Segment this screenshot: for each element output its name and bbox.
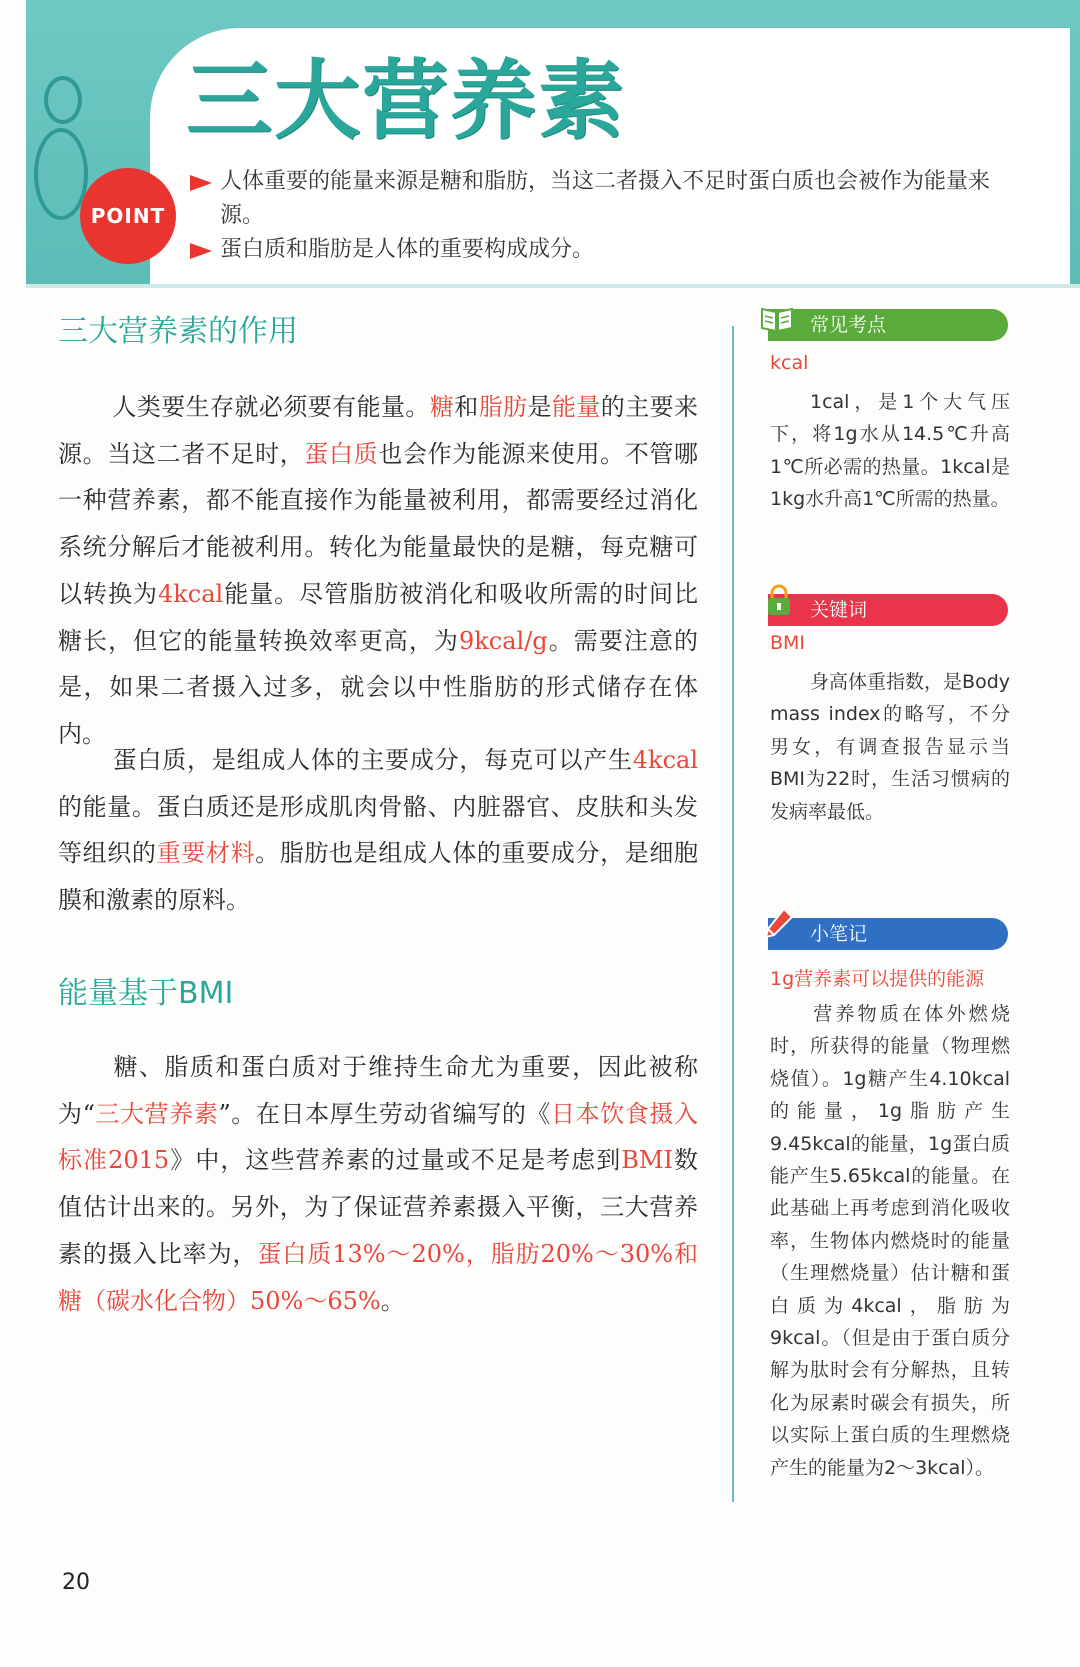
sidebar-tab-exam-points: 常见考点	[768, 309, 1008, 341]
highlighted-term: BMI	[621, 1146, 673, 1175]
paragraph-bmi	[58, 1044, 698, 1324]
highlighted-term: 4kcal	[632, 746, 698, 774]
text-run: 蛋白质，是组成人体的主要成分，每克可以产生	[112, 746, 633, 774]
highlighted-term: 蛋白质13%～20%，脂肪20%～30%和糖（碳水化合物）50%～65%	[58, 1239, 699, 1315]
page-number: 20	[62, 1570, 90, 1595]
point-list	[190, 165, 1020, 267]
point-text: 蛋白质和脂肪是人体的重要构成成分。	[220, 237, 595, 262]
header-divider	[26, 284, 1080, 288]
section-heading-bmi: 能量基于BMI	[58, 976, 234, 1011]
open-book-icon	[760, 301, 794, 335]
text-run: 。脂肪也是组成人体的重要成分，是细胞膜和激素的原料。	[58, 839, 699, 915]
paragraph-role-1	[58, 384, 698, 758]
text-run: 的能量。蛋白质还是形成肌肉骨骼、内脏器官、皮肤和头发等组织的	[58, 792, 698, 868]
text-run: 数值估计出来的。另外，为了保证营养素摄入平衡，三大营养素的摄入比率为，	[58, 1146, 699, 1268]
text-run: 是	[527, 393, 552, 421]
rich-text	[58, 746, 698, 914]
decor-ring-top	[44, 76, 82, 124]
highlighted-term: 能量	[551, 393, 601, 421]
sidebar-body	[770, 666, 1010, 828]
section-heading-role: 三大营养素的作用	[58, 314, 298, 349]
highlighted-term: 日本饮食摄入标准2015	[58, 1099, 698, 1175]
text-run: 的主要来源。当这二者不足时，	[58, 393, 699, 468]
point-text: 人体重要的能量来源是糖和脂肪，当这二者摄入不足时蛋白质也会被作为能量来源。	[220, 169, 991, 228]
highlighted-term: 三大营养素	[94, 1099, 219, 1128]
page-title: 三大营养素	[186, 51, 626, 151]
text-run: 和	[454, 393, 479, 421]
triangle-bullet-icon	[190, 243, 212, 259]
column-divider	[732, 326, 734, 1502]
sidebar-body-text: 营养物质在体外燃烧时，所获得的能量（物理燃烧值）。1g糖产生4.10kcal的能量，1g脂肪产生9.45kcal的能量，1g蛋白质能产生5.65kcal的能量。在此基础上再考虑到消化吸收率，生物体内燃烧时的能量（生理燃烧量）估计糖和蛋白质为4kcal，脂肪为9kcal。（但是由于蛋白质分解为肽时会有分解热，且转化为尿素时碳会有损失，所以实际上蛋白质的生理燃烧产生的能量为2～3kcal）。	[770, 1003, 1010, 1479]
triangle-bullet-icon	[190, 175, 212, 191]
highlighted-term: 4kcal	[157, 579, 224, 608]
highlighted-term: 9kcal/g	[458, 626, 548, 655]
sidebar-body	[770, 386, 1010, 516]
sidebar-term: BMI	[770, 632, 806, 654]
sidebar-tab-notes: 小笔记	[768, 918, 1008, 950]
point-badge: POINT	[80, 168, 176, 264]
text-run: 糖、脂质和蛋白质对于维持生命尤为重要，因此被称为“	[58, 1053, 698, 1128]
pencil-icon	[762, 906, 796, 940]
text-run: 。需要注意的是，如果二者摄入过多，就会以中性脂肪的形式储存在体内。	[58, 626, 698, 748]
sidebar-term: kcal	[770, 352, 809, 374]
rich-text	[58, 393, 698, 748]
text-run: ”。在日本厚生劳动省编写的《	[218, 1099, 552, 1128]
text-run: 。	[380, 1286, 405, 1315]
highlighted-term: 脂肪	[478, 393, 528, 421]
text-run: 人类要生存就必须要有能量。	[112, 393, 430, 421]
point-item	[190, 233, 1020, 267]
sidebar-body	[770, 998, 1010, 1484]
text-run: 》中，这些营养素的过量或不足是考虑到	[169, 1146, 622, 1175]
highlighted-term: 重要材料	[156, 839, 256, 868]
lock-icon	[762, 584, 796, 618]
sidebar-tab-keyword: 关键词	[768, 594, 1008, 626]
text-run: 能量。尽管脂肪被消化和吸收所需的时间比糖长，但它的能量转换效率更高，为	[58, 579, 699, 655]
paragraph-role-2	[58, 737, 698, 924]
sidebar-body-text: 1cal，是1个大气压下，将1g水从14.5℃升高1℃所必需的热量。1kcal是1kg水升高1℃所需的热量。	[770, 391, 1010, 511]
highlighted-term: 蛋白质	[304, 439, 379, 468]
rich-text	[58, 1053, 698, 1315]
point-item	[190, 165, 1020, 233]
highlighted-term: 糖	[429, 393, 455, 421]
text-run: 也会作为能源来使用。不管哪一种营养素，都不能直接作为能量被利用，都需要经过消化系统分解后才能被利用。转化为能量最快的是糖，每克糖可以转换为	[58, 439, 699, 608]
sidebar-term: 1g营养素可以提供的能源	[770, 968, 985, 990]
sidebar-body-text: 身高体重指数，是Body mass index的略写，不分男女，有调查报告显示当BMI为22时，生活习惯病的发病率最低。	[770, 671, 1010, 823]
